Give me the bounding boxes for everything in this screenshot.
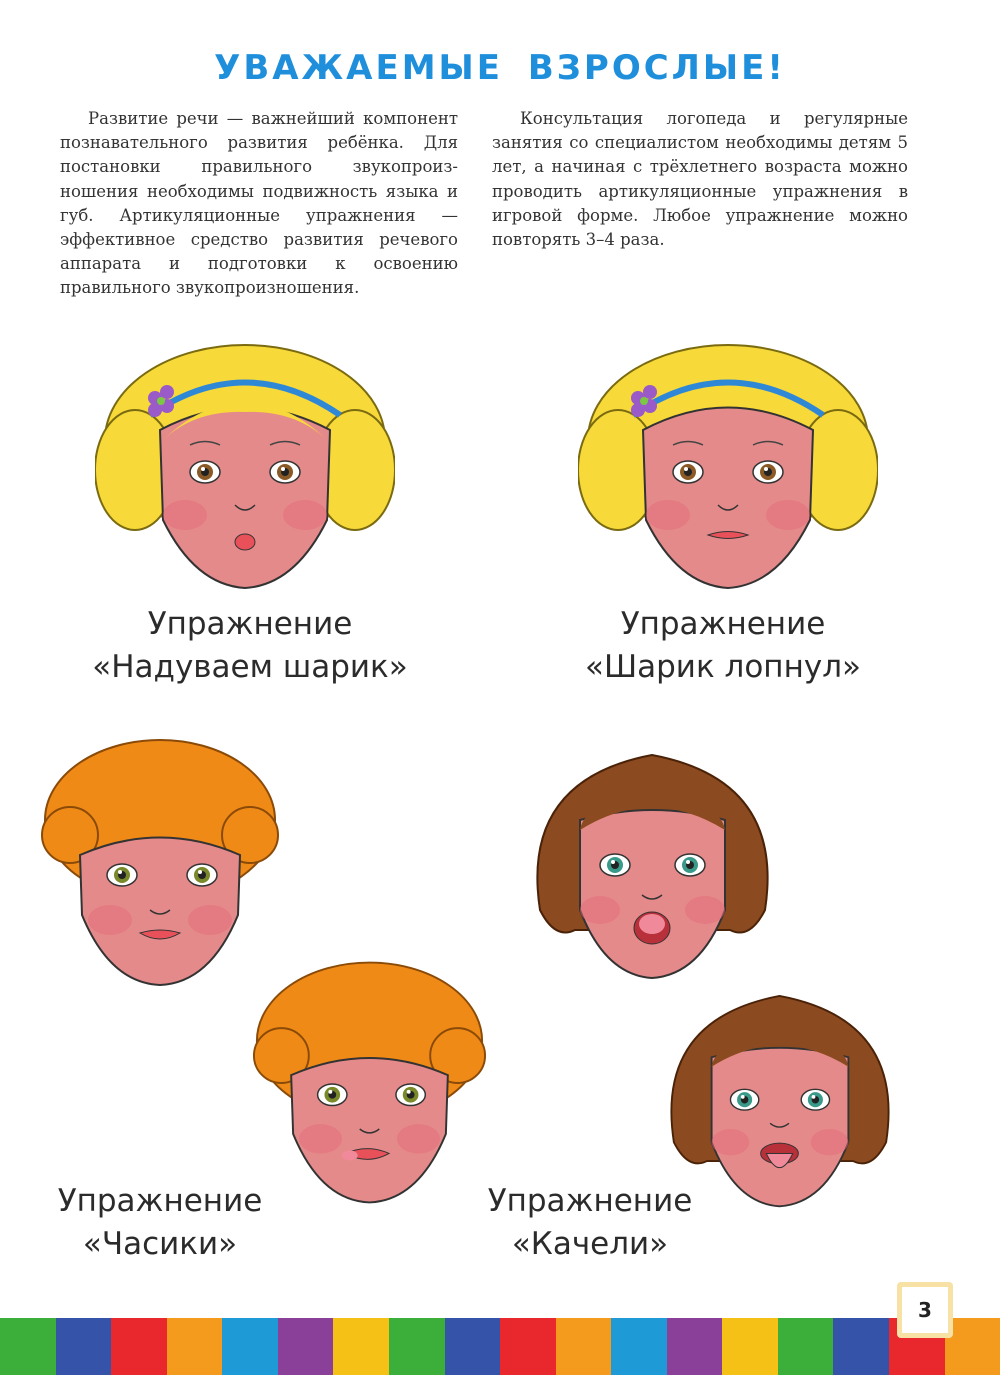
color-stripe-segment <box>611 1318 667 1375</box>
color-stripe-segment <box>389 1318 445 1375</box>
color-stripe-segment <box>333 1318 389 1375</box>
page-number-box <box>897 1282 953 1338</box>
color-stripe-segment <box>167 1318 223 1375</box>
exercise-name: «Надуваем шарик» <box>92 649 408 685</box>
color-stripe-segment <box>556 1318 612 1375</box>
brown-hair-girl-face-tongue-up-icon <box>520 740 785 980</box>
page-number: 3 <box>902 1287 948 1333</box>
color-stripe-segment <box>278 1318 334 1375</box>
color-stripe-segment <box>111 1318 167 1375</box>
exercise-label: Упражнение <box>620 606 826 642</box>
intro-left-paragraph: Развитие речи — важнейший компонент познавательного развития ребёнка. Для постановки правильного звукопроизношения необходимы подвижность языка и губ. Артикуляционные упражнения — эффективное средство развития речевого аппарата и подготовки к освоению правильного звукопроизношения. <box>60 109 458 298</box>
color-stripe-segment <box>222 1318 278 1375</box>
color-stripe-segment <box>722 1318 778 1375</box>
color-stripe-segment <box>667 1318 723 1375</box>
exercise-name: «Часики» <box>82 1226 238 1262</box>
exercise-label: Упражнение <box>57 1183 263 1219</box>
intro-right-paragraph: Консультация логопеда и регулярные занятия со специалистом необходимы детям 5 лет, а начиная с трёхлетнего возраста можно проводить артикуляционные упражнения в игровой форме. Любое упражнение можно повторять 3–4 раза. <box>492 109 908 250</box>
color-stripe-segment <box>833 1318 889 1375</box>
blonde-girl-face-puff-icon <box>95 330 395 595</box>
exercise-label: Упражнение <box>487 1183 693 1219</box>
exercise-name: «Шарик лопнул» <box>585 649 861 685</box>
red-hair-boy-face-smile-icon <box>40 735 280 990</box>
color-stripe-footer <box>0 1318 1000 1375</box>
brown-hair-girl-face-tongue-out-icon <box>655 975 905 1215</box>
page-title: УВАЖАЕМЫЕ ВЗРОСЛЫЕ! <box>214 48 786 88</box>
exercise-caption-2 <box>553 603 893 689</box>
exercise-caption-4 <box>420 1180 760 1266</box>
exercise-name: «Качели» <box>511 1226 669 1262</box>
color-stripe-segment <box>778 1318 834 1375</box>
color-stripe-segment <box>0 1318 56 1375</box>
red-hair-boy-face-tongue-side-icon <box>252 955 487 1210</box>
exercise-caption-1 <box>80 603 420 689</box>
color-stripe-segment <box>500 1318 556 1375</box>
blonde-girl-face-closed-lips-icon <box>578 330 878 595</box>
exercise-caption-3 <box>0 1180 330 1266</box>
exercise-label: Упражнение <box>147 606 353 642</box>
color-stripe-segment <box>445 1318 501 1375</box>
color-stripe-segment <box>56 1318 112 1375</box>
